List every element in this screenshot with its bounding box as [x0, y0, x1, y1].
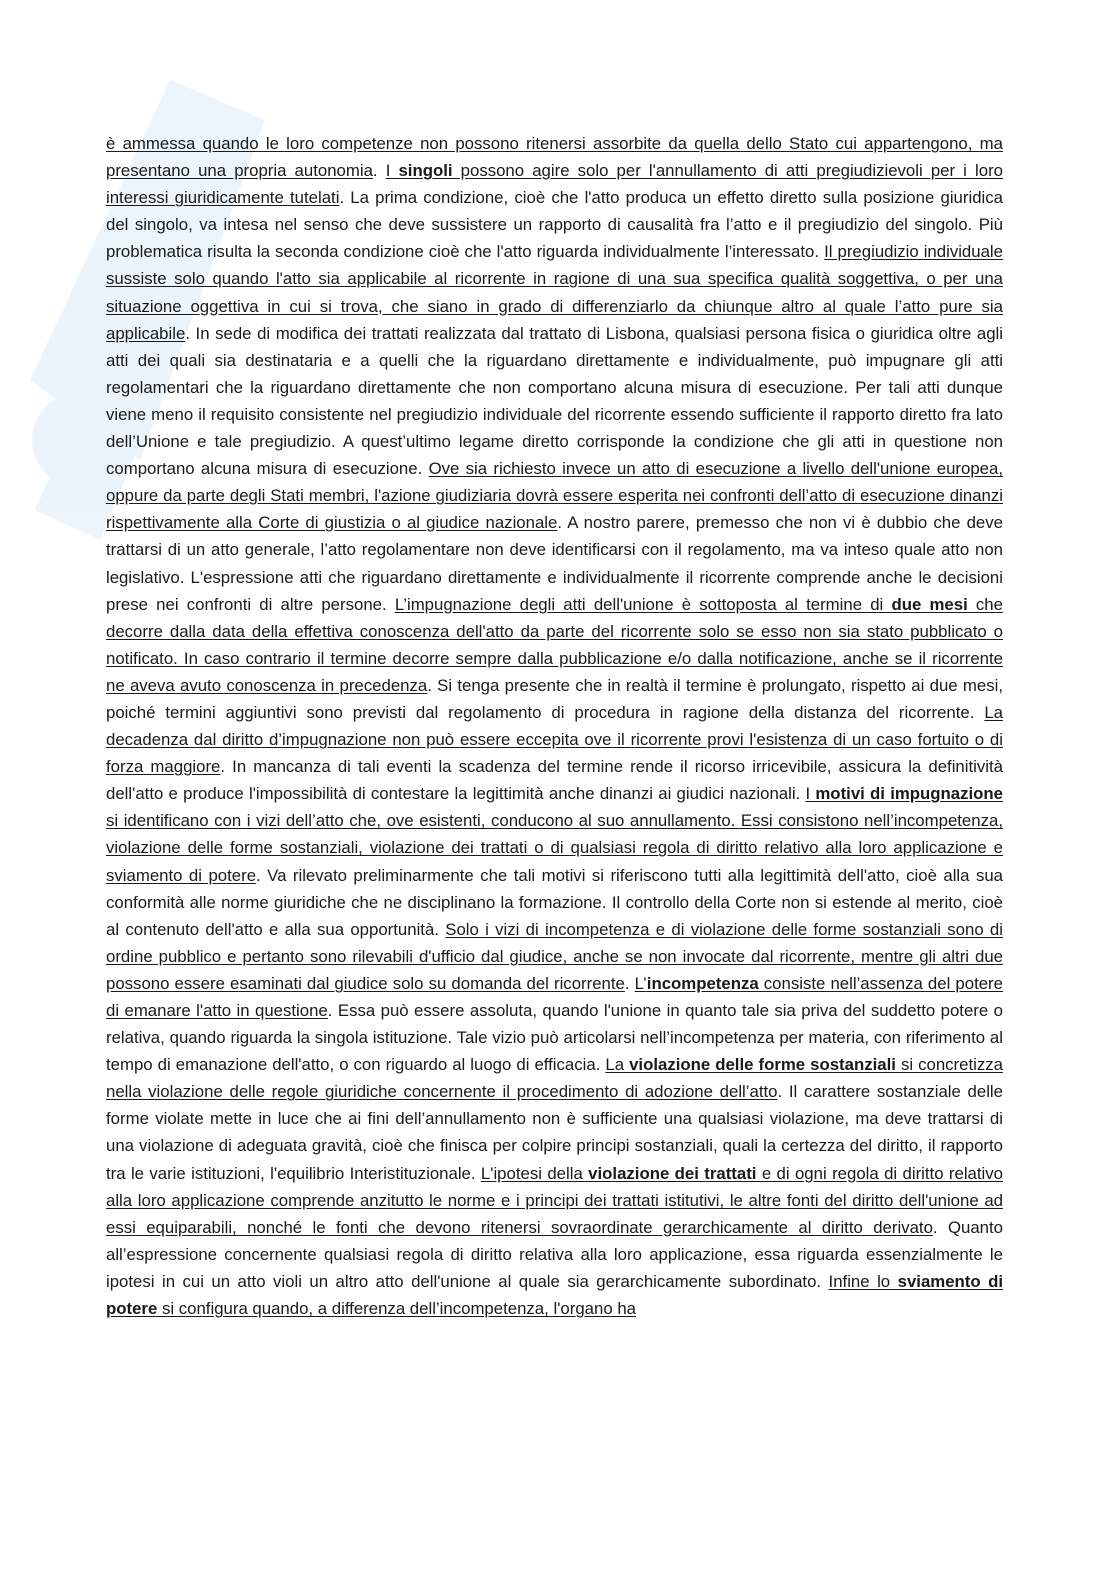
text-segment: possono agire solo per l'annullamento di atti pregiudizievoli per i loro interessi giuridicamente tutelati	[106, 161, 1003, 208]
text-segment: . Il carattere sostanziale delle forme violate mette in luce che ai fini dell’annullamento non è sufficiente una qualsiasi violazione, ma deve trattarsi di una violazione di adeguata gravità, cioè che finisca per colpire principi sostanziali, quali la certezza del diritto, il rapporto tra le varie istituzioni, l'equilibrio Interistituzionale.	[106, 1082, 1003, 1183]
text-segment: L’impugnazione degli atti dell'unione è sottoposta al termine di	[394, 594, 892, 614]
text-segment: . Quanto all’espressione concernente qualsiasi regola di diritto relativa alla loro applicazione, essa riguarda essenzialmente le ipotesi in cui un atto violi un altro atto dell'unione al quale sia gerarchicamente subordinato.	[106, 1217, 1004, 1291]
text-segment: I	[385, 161, 399, 181]
text-segment: e di ogni regola di diritto relativo alla loro applicazione comprende anzitutto le norme e i principi dei trattati istitutivi, le altre fonti del diritto dell'unione ad essi equiparabili, nonché le fonti che devono ritenersi sovraordinate gerarchicamente al diritto derivato	[106, 1163, 1003, 1237]
text-segment: si identificano con i vizi dell’atto che, ove esistenti, conducono al suo annullamento. Essi consistono nell’incompetenza, violazione delle forme sostanziali, violazione dei trattati o di qualsiasi regola di diritto relativo alla loro applicazione e sviamento di potere	[106, 811, 1003, 885]
text-segment: motivi di impugnazione	[815, 784, 1003, 804]
text-segment: Ove sia richiesto invece un atto di esecuzione a livello dell'unione europea, oppure da parte degli Stati membri, l'azione giudiziaria dovrà essere esperita nei confronti dell’atto di esecuzione dinanzi rispettivamente alla Corte di giustizia o al giudice nazionale	[106, 459, 1003, 533]
text-segment: sviamento di potere	[106, 1271, 1003, 1319]
text-segment: è ammessa quando le loro competenze non possono ritenersi assorbite da quella dello Stato cui appartengono, ma presentano una propria autonomia	[106, 134, 1003, 181]
text-segment: La decadenza dal diritto d’impugnazione non può essere eccepita ove il ricorrente provi l'esistenza di un caso fortuito o di forza maggiore	[106, 702, 1003, 777]
text-segment: L’	[634, 973, 647, 993]
text-segment: consiste nell’assenza del potere di emanare l'atto in questione	[106, 973, 1003, 1020]
text-segment: L'ipotesi della	[480, 1163, 589, 1183]
text-segment: . Si tenga presente che in realtà il termine è prolungato, rispetto ai due mesi, poiché termini aggiuntivi sono previsti dal regolamento di procedura in ragione della distanza del ricorrente.	[106, 675, 1003, 722]
text-segment: . In sede di modifica dei trattati realizzata dal trattato di Lisbona, qualsiasi persona fisica o giuridica oltre agli atti dei quali sia destinataria e a quelli che la riguardano direttamente e individualmente, può impugnare gli atti regolamentari che la riguardano direttamente che non comportano alcuna misura di esecuzione. Per tali atti dunque viene meno il requisito consistente nel pregiudizio individuale del ricorrente essendo sufficiente il rapporto diretto fra lato dell’Unione e tale pregiudizio. A quest’ultimo legame diretto corrisponde la condizione che gli atti in questione non comportano alcuna misura di esecuzione.	[106, 323, 1003, 479]
text-segment: si configura quando, a differenza dell’incompetenza, l'organo ha	[157, 1299, 636, 1319]
text-segment: .	[624, 973, 635, 993]
text-segment: I	[805, 784, 816, 804]
text-segment: La	[605, 1055, 630, 1075]
text-segment: violazione delle forme sostanziali	[629, 1055, 896, 1075]
text-segment: incompetenza	[646, 973, 759, 993]
text-segment: . Essa può essere assoluta, quando l'unione in quanto tale sia priva del suddetto potere o relativa, quando riguarda la singola istituzione. Tale vizio può articolarsi nell’incompetenza per materia, con riferimento al tempo di emanazione dell'atto, o con riguardo al luogo di efficacia.	[106, 1001, 1003, 1075]
text-segment: Il pregiudizio individuale sussiste solo quando l'atto sia applicabile al ricorrente in ragione di una sua specifica qualità soggettiva, o per una situazione oggettiva in cui si trova, che siano in grado di differenziarlo da chiunque altro al quale l’atto pure sia applicabile	[106, 242, 1003, 343]
text-segment: .	[372, 161, 386, 181]
text-segment: due mesi	[891, 594, 968, 614]
text-segment: . Va rilevato preliminarmente che tali motivi si riferiscono tutti alla legittimità dell'atto, cioè alla sua conformità alle norme giuridiche che ne disciplinano la formazione. Il controllo della Corte non si estende al merito, cioè al contenuto dell'atto e alla sua opportunità.	[106, 865, 1003, 939]
body-text	[106, 130, 1003, 1322]
text-segment: Solo i vizi di incompetenza e di violazione delle forme sostanziali sono di ordine pubblico e pertanto sono rilevabili d'ufficio dal giudice, anche se non invocate dal ricorrente, mentre gli altri due possono essere esaminati dal giudice solo su domanda del ricorrente	[106, 919, 1003, 993]
text-segment: Infine lo	[828, 1271, 898, 1291]
text-segment: si concretizza nella violazione delle regole giuridiche concernente il procedimento di adozione dell’atto	[106, 1055, 1003, 1102]
text-segment: . In mancanza di tali eventi la scadenza del termine rende il ricorso irricevibile, assicura la definitività dell'atto e produce l'impossibilità di contestare la legittimità anche dinanzi ai giudici nazionali.	[106, 757, 1003, 804]
text-segment: . A nostro parere, premesso che non vi è dubbio che deve trattarsi di un atto generale, l’atto regolamentare non deve identificarsi con il regolamento, ma va inteso quale atto non legislativo. L'espressione atti che riguardano direttamente e individualmente il ricorrente comprende anche le decisioni prese nei confronti di altre persone.	[106, 513, 1003, 614]
text-segment: singoli	[398, 161, 453, 181]
text-segment: che decorre dalla data della effettiva conoscenza dell'atto da parte del ricorrente solo se esso non sia stato pubblicato o notificato. In caso contrario il termine decorre sempre dalla pubblicazione e/o dalla notificazione, anche se il ricorrente ne aveva avuto conoscenza in precedenza	[106, 594, 1003, 695]
text-segment: . La prima condizione, cioè che l'atto produca un effetto diretto sulla posizione giuridica del singolo, va intesa nel senso che deve sussistere un rapporto di causalità fra l’atto e il pregiudizio del singolo. Più problematica risulta la seconda condizione cioè che l'atto riguarda individualmente l’interessato.	[106, 188, 1003, 262]
text-segment: violazione dei trattati	[588, 1163, 757, 1183]
